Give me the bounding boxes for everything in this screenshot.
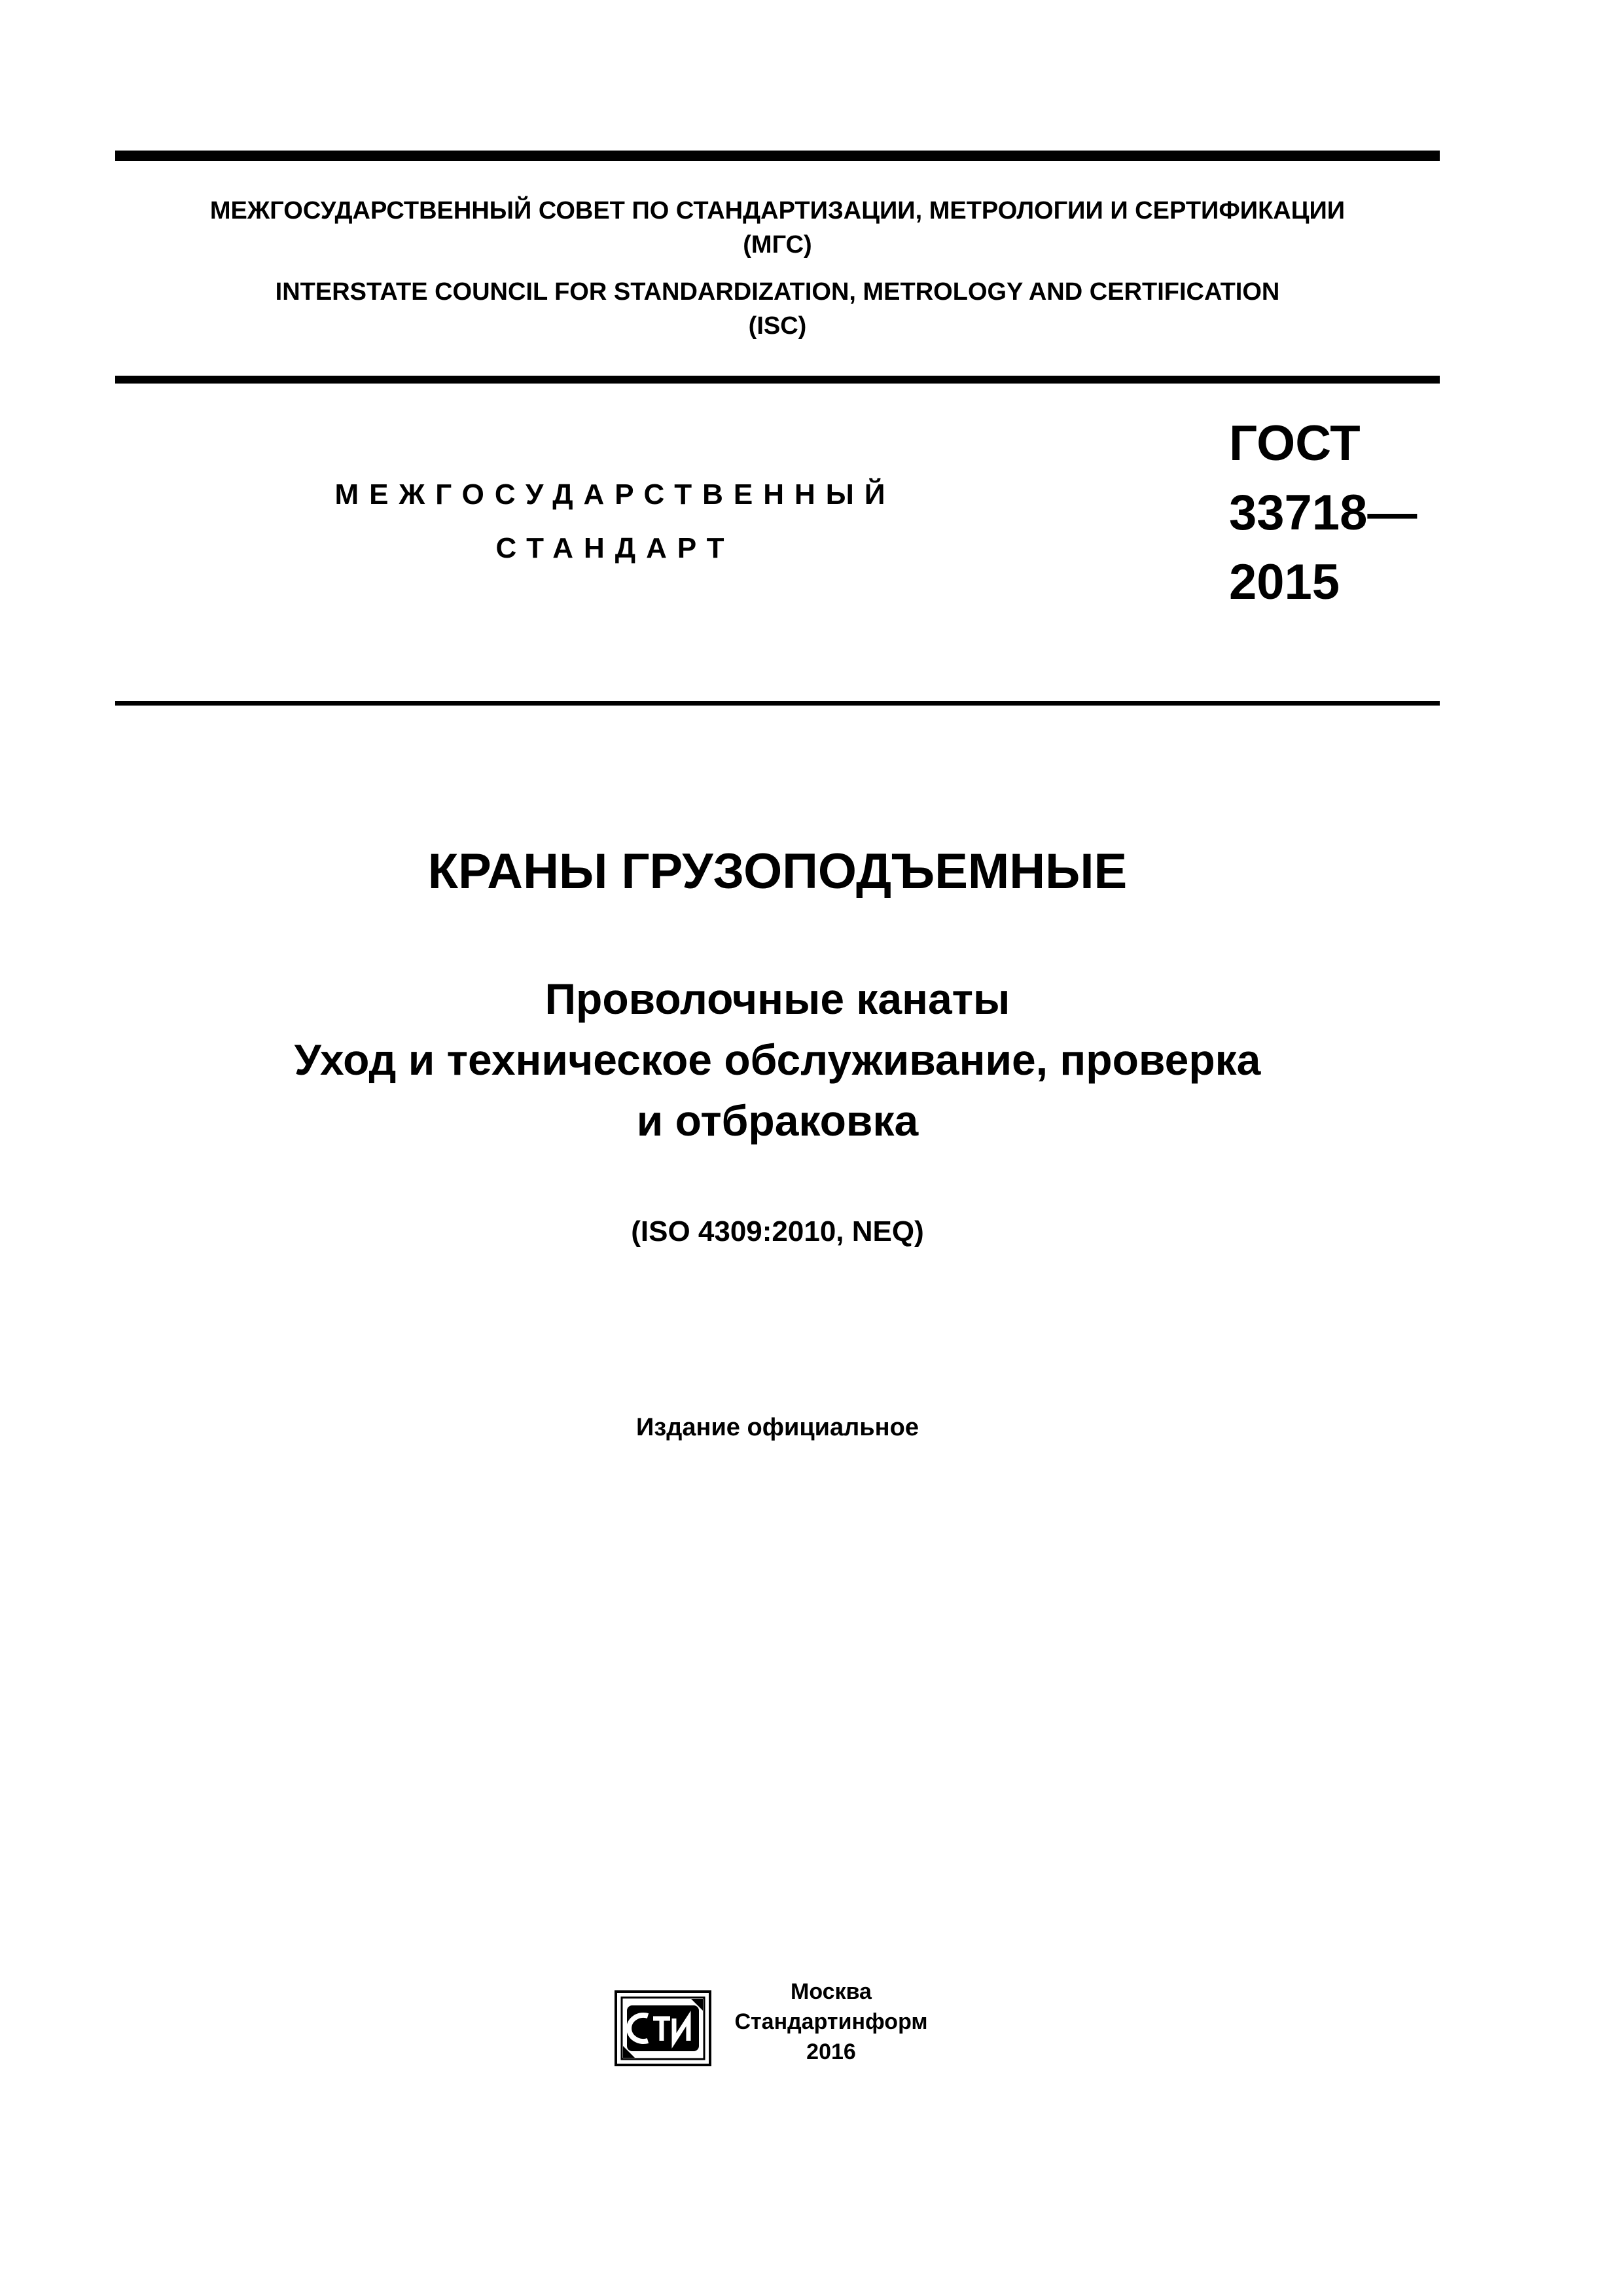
top-divider xyxy=(115,151,1440,161)
gost-year: 2015 xyxy=(1229,554,1340,610)
council-name-en xyxy=(115,275,1440,343)
document-title: КРАНЫ ГРУЗОПОДЪЕМНЫЕ xyxy=(427,844,1128,899)
gost-number: 33718— xyxy=(1229,485,1418,541)
publication-year: 2016 xyxy=(806,2039,856,2064)
publisher-logo-icon xyxy=(614,1990,712,2067)
council-abbr-ru: (МГС) xyxy=(743,231,812,259)
publisher-name: Стандартинформ xyxy=(734,2009,928,2034)
council-abbr-en: (ISC) xyxy=(748,312,807,340)
iso-reference: (ISO 4309:2010, NEQ) xyxy=(631,1215,924,1247)
document-subtitle xyxy=(115,969,1440,1151)
publisher-city: Москва xyxy=(791,1979,872,2004)
subtitle-line2: Уход и техническое обслуживание, проверка xyxy=(294,1035,1261,1084)
council-name-ru-line1: МЕЖГОСУДАРСТВЕННЫЙ СОВЕТ ПО СТАНДАРТИЗАЦИИ, МЕТРОЛОГИИ И СЕРТИФИКАЦИИ xyxy=(209,197,1346,224)
gost-designation xyxy=(1229,409,1417,617)
standard-type xyxy=(288,468,942,575)
council-name-en-line1: INTERSTATE COUNCIL FOR STANDARDIZATION, METROLOGY AND CERTIFICATION xyxy=(275,278,1280,306)
gost-label: ГОСТ xyxy=(1229,416,1361,471)
middle-divider xyxy=(115,376,1440,384)
council-name-ru xyxy=(115,194,1440,262)
subtitle-line1: Проволочные канаты xyxy=(544,975,1010,1023)
standard-type-line1: МЕЖГОСУДАРСТВЕННЫЙ xyxy=(334,478,896,511)
edition-label: Издание официальное xyxy=(636,1414,919,1441)
publisher-block xyxy=(713,1977,949,2067)
subtitle-line3: и отбраковка xyxy=(636,1096,919,1145)
bottom-divider xyxy=(115,701,1440,706)
standard-type-line2: СТАНДАРТ xyxy=(495,532,735,564)
